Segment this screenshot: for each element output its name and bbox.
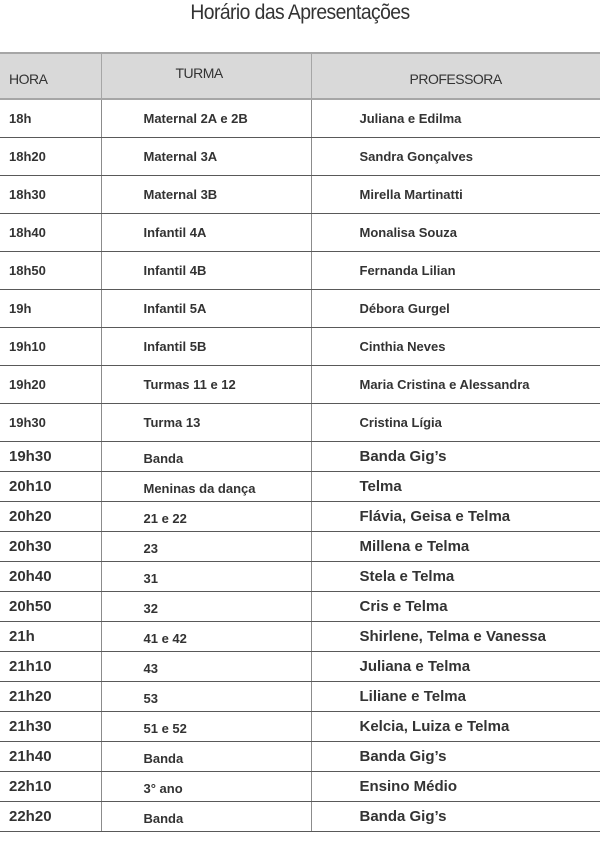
cell-hora: 18h50 xyxy=(0,251,101,289)
cell-professora: Banda Gig’s xyxy=(311,801,600,831)
cell-professora: Juliana e Telma xyxy=(311,651,600,681)
cell-hora: 20h40 xyxy=(0,561,101,591)
cell-turma: Maternal 2A e 2B xyxy=(101,99,311,137)
cell-professora: Millena e Telma xyxy=(311,531,600,561)
cell-hora: 18h30 xyxy=(0,175,101,213)
table-row xyxy=(0,801,600,831)
cell-professora: Mirella Martinatti xyxy=(311,175,600,213)
cell-professora: Liliane e Telma xyxy=(311,681,600,711)
cell-turma: 3° ano xyxy=(101,771,311,801)
cell-turma: Infantil 5B xyxy=(101,327,311,365)
cell-hora: 20h50 xyxy=(0,591,101,621)
table-body xyxy=(0,99,600,831)
cell-turma: Banda xyxy=(101,801,311,831)
cell-turma: Maternal 3A xyxy=(101,137,311,175)
column-header-hora: HORA xyxy=(0,53,101,99)
cell-professora: Sandra Gonçalves xyxy=(311,137,600,175)
cell-hora: 19h30 xyxy=(0,441,101,471)
cell-hora: 21h20 xyxy=(0,681,101,711)
cell-professora: Monalisa Souza xyxy=(311,213,600,251)
column-header-professora: PROFESSORA xyxy=(311,53,600,99)
cell-professora: Ensino Médio xyxy=(311,771,600,801)
cell-hora: 21h30 xyxy=(0,711,101,741)
cell-turma: Infantil 4A xyxy=(101,213,311,251)
cell-professora: Flávia, Geisa e Telma xyxy=(311,501,600,531)
table-row xyxy=(0,365,600,403)
cell-hora: 20h20 xyxy=(0,501,101,531)
cell-professora: Fernanda Lilian xyxy=(311,251,600,289)
schedule-table xyxy=(0,52,600,832)
cell-hora: 18h40 xyxy=(0,213,101,251)
cell-turma: 23 xyxy=(101,531,311,561)
table-row xyxy=(0,711,600,741)
cell-professora: Débora Gurgel xyxy=(311,289,600,327)
table-row xyxy=(0,213,600,251)
table-row xyxy=(0,471,600,501)
cell-hora: 20h30 xyxy=(0,531,101,561)
table-row xyxy=(0,137,600,175)
table-row xyxy=(0,175,600,213)
cell-professora: Cris e Telma xyxy=(311,591,600,621)
cell-turma: 41 e 42 xyxy=(101,621,311,651)
cell-professora: Stela e Telma xyxy=(311,561,600,591)
cell-hora: 18h20 xyxy=(0,137,101,175)
table-row xyxy=(0,99,600,137)
column-header-turma: TURMA xyxy=(101,53,311,99)
cell-professora: Cinthia Neves xyxy=(311,327,600,365)
cell-turma: 51 e 52 xyxy=(101,711,311,741)
cell-turma: 43 xyxy=(101,651,311,681)
cell-turma: 53 xyxy=(101,681,311,711)
cell-hora: 19h20 xyxy=(0,365,101,403)
cell-turma: Banda xyxy=(101,741,311,771)
cell-hora: 20h10 xyxy=(0,471,101,501)
table-row xyxy=(0,561,600,591)
cell-turma: Banda xyxy=(101,441,311,471)
cell-hora: 18h xyxy=(0,99,101,137)
cell-professora: Shirlene, Telma e Vanessa xyxy=(311,621,600,651)
table-header-row xyxy=(0,53,600,99)
table-row xyxy=(0,289,600,327)
cell-turma: Maternal 3B xyxy=(101,175,311,213)
table-row xyxy=(0,591,600,621)
cell-turma: 21 e 22 xyxy=(101,501,311,531)
cell-turma: 31 xyxy=(101,561,311,591)
table-row xyxy=(0,441,600,471)
cell-professora: Telma xyxy=(311,471,600,501)
cell-turma: Meninas da dança xyxy=(101,471,311,501)
cell-professora: Kelcia, Luiza e Telma xyxy=(311,711,600,741)
table-row xyxy=(0,251,600,289)
table-row xyxy=(0,771,600,801)
table-row xyxy=(0,327,600,365)
table-row xyxy=(0,501,600,531)
cell-turma: 32 xyxy=(101,591,311,621)
cell-turma: Infantil 5A xyxy=(101,289,311,327)
cell-hora: 19h30 xyxy=(0,403,101,441)
table-row xyxy=(0,531,600,561)
cell-hora: 19h10 xyxy=(0,327,101,365)
cell-professora: Maria Cristina e Alessandra xyxy=(311,365,600,403)
cell-turma: Turmas 11 e 12 xyxy=(101,365,311,403)
cell-professora: Banda Gig’s xyxy=(311,441,600,471)
table-row xyxy=(0,403,600,441)
table-row xyxy=(0,621,600,651)
cell-professora: Banda Gig’s xyxy=(311,741,600,771)
cell-hora: 21h10 xyxy=(0,651,101,681)
cell-turma: Turma 13 xyxy=(101,403,311,441)
cell-turma: Infantil 4B xyxy=(101,251,311,289)
cell-hora: 22h20 xyxy=(0,801,101,831)
cell-professora: Juliana e Edilma xyxy=(311,99,600,137)
cell-hora: 19h xyxy=(0,289,101,327)
table-row xyxy=(0,651,600,681)
cell-hora: 21h xyxy=(0,621,101,651)
cell-hora: 22h10 xyxy=(0,771,101,801)
cell-professora: Cristina Lígia xyxy=(311,403,600,441)
table-row xyxy=(0,741,600,771)
table-row xyxy=(0,681,600,711)
page-title: Horário das Apresentações xyxy=(190,1,410,24)
cell-hora: 21h40 xyxy=(0,741,101,771)
